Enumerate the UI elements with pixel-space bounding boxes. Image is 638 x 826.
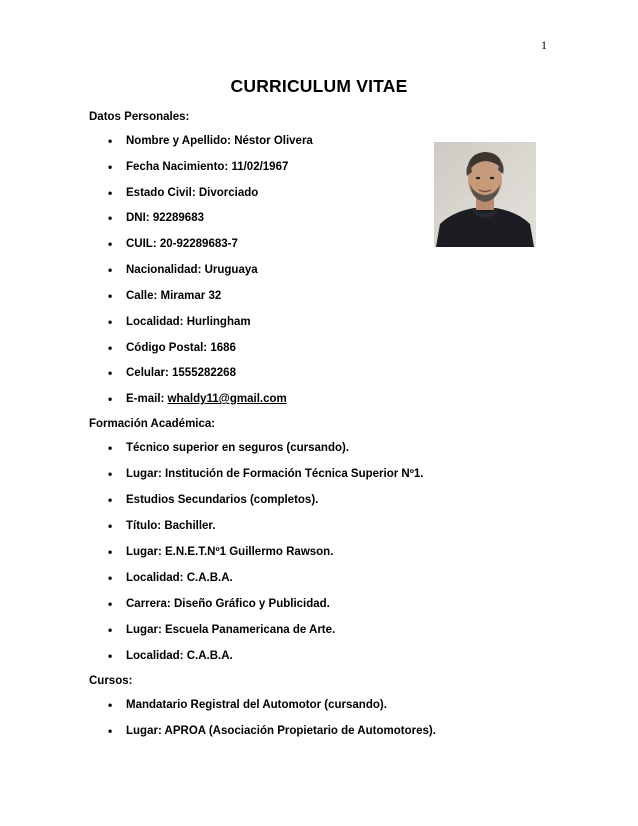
list-item-text: Fecha Nacimiento: 11/02/1967: [126, 161, 289, 173]
bullet: •: [108, 519, 113, 533]
email-label: E-mail:: [126, 393, 168, 405]
list-item-text: Lugar: Institución de Formación Técnica Superior Nº1.: [126, 468, 424, 480]
bullet: •: [108, 211, 113, 225]
list-item-text: Localidad: Hurlingham: [126, 316, 251, 328]
bullet: •: [108, 545, 113, 559]
page-title: CURRICULUM VITAE: [230, 76, 408, 96]
list-item-text: Estado Civil: Divorciado: [126, 187, 259, 199]
bullet: •: [108, 289, 113, 303]
list-item-text: Carrera: Diseño Gráfico y Publicidad.: [126, 598, 330, 610]
list-item-text: Mandatario Registral del Automotor (cursando).: [126, 699, 387, 711]
bullet: •: [108, 698, 113, 712]
bullet: •: [108, 597, 113, 611]
bullet: •: [108, 493, 113, 507]
list-item-text: Nombre y Apellido: Néstor Olivera: [126, 135, 313, 147]
bullet: •: [108, 571, 113, 585]
section-heading-personal: Datos Personales:: [89, 111, 190, 123]
section-heading-courses: Cursos:: [89, 675, 133, 687]
list-item-text: Lugar: Escuela Panamericana de Arte.: [126, 624, 336, 636]
bullet: •: [108, 623, 113, 637]
section-heading-education: Formación Académica:: [89, 418, 216, 430]
page-number: 1: [541, 38, 547, 52]
bullet: •: [108, 134, 113, 148]
bullet: •: [108, 263, 113, 277]
bullet: •: [108, 467, 113, 481]
list-item-text: Localidad: C.A.B.A.: [126, 572, 233, 584]
list-item-text: Calle: Miramar 32: [126, 290, 222, 302]
list-item-text: Nacionalidad: Uruguaya: [126, 264, 258, 276]
profile-photo: [434, 142, 536, 247]
bullet: •: [108, 366, 113, 380]
bullet: •: [108, 441, 113, 455]
bullet: •: [108, 160, 113, 174]
bullet: •: [108, 186, 113, 200]
list-item-text: Técnico superior en seguros (cursando).: [126, 442, 350, 454]
list-item-text: Celular: 1555282268: [126, 367, 236, 379]
list-item-text: Estudios Secundarios (completos).: [126, 494, 319, 506]
bullet: •: [108, 315, 113, 329]
list-item-text: DNI: 92289683: [126, 212, 204, 224]
list-item-text: Lugar: APROA (Asociación Propietario de Automotores).: [126, 725, 436, 737]
bullet: •: [108, 649, 113, 663]
list-item-text: [126, 392, 287, 406]
list-item-text: Código Postal: 1686: [126, 342, 236, 354]
bullet: •: [108, 237, 113, 251]
list-item-text: Título: Bachiller.: [126, 520, 216, 532]
list-item-text: CUIL: 20-92289683-7: [126, 238, 238, 250]
bullet: •: [108, 724, 113, 738]
bullet: •: [108, 341, 113, 355]
bullet: •: [108, 392, 113, 406]
list-item-text: Localidad: C.A.B.A.: [126, 650, 233, 662]
list-item-text: Lugar: E.N.E.T.Nº1 Guillermo Rawson.: [126, 546, 334, 558]
email-link[interactable]: whaldy11@gmail.com: [167, 393, 287, 405]
